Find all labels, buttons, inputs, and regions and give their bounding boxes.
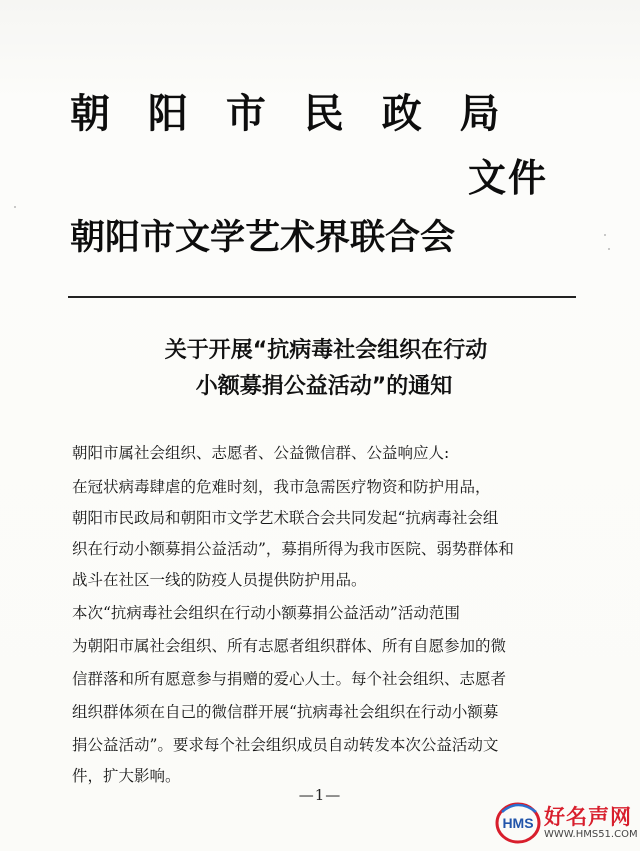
body-line: 为朝阳市属社会组织、所有志愿者组织群体、所有自愿参加的微 xyxy=(72,637,507,655)
issuing-department-1: 朝 阳 市 民 政 局 xyxy=(70,91,512,137)
document-type-label: 文件 xyxy=(468,156,549,200)
issuing-department-2: 朝阳市文学艺术界联合会 xyxy=(70,218,456,258)
hms-logo-icon xyxy=(494,800,542,846)
watermark-url: WWW.HMS51.COM xyxy=(544,829,638,840)
scan-speck xyxy=(604,234,606,236)
page-number: —1— xyxy=(298,786,342,804)
watermark xyxy=(494,798,640,851)
body-line: 件，扩大影响。 xyxy=(72,767,181,785)
body-line: 战斗在社区一线的防疫人员提供防护用品。 xyxy=(72,571,367,589)
body-line: 信群落和所有愿意参与捐赠的爱心人士。每个社会组织、志愿者 xyxy=(72,670,507,688)
body-line: 织在行动小额募捐公益活动”，募捐所得为我市医院、弱势群体和 xyxy=(72,540,514,558)
body-line: 在冠状病毒肆虐的危难时刻，我市急需医疗物资和防护用品， xyxy=(72,478,491,496)
salutation: 朝阳市属社会组织、志愿者、公益微信群、公益响应人: xyxy=(72,444,450,462)
scan-speck xyxy=(608,248,610,250)
logo-text: HMS xyxy=(502,815,534,831)
body-line: 组织群体须在自己的微信群开展“抗病毒社会组织在行动小额募 xyxy=(72,703,499,721)
body-line: 本次“抗病毒社会组织在行动小额募捐公益活动”活动范围 xyxy=(72,604,460,622)
scan-speck xyxy=(14,206,16,208)
header-divider xyxy=(68,296,576,298)
notice-title-line-2: 小额募捐公益活动”的通知 xyxy=(195,374,453,399)
watermark-brand: 好名声网 xyxy=(544,805,632,829)
body-line: 朝阳市民政局和朝阳市文学艺术联合会共同发起“抗病毒社会组 xyxy=(72,509,499,527)
body-line: 捐公益活动”。要求每个社会组织成员自动转发本次公益活动文 xyxy=(72,736,499,754)
notice-title-line-1: 关于开展“抗病毒社会组织在行动 xyxy=(164,338,488,363)
